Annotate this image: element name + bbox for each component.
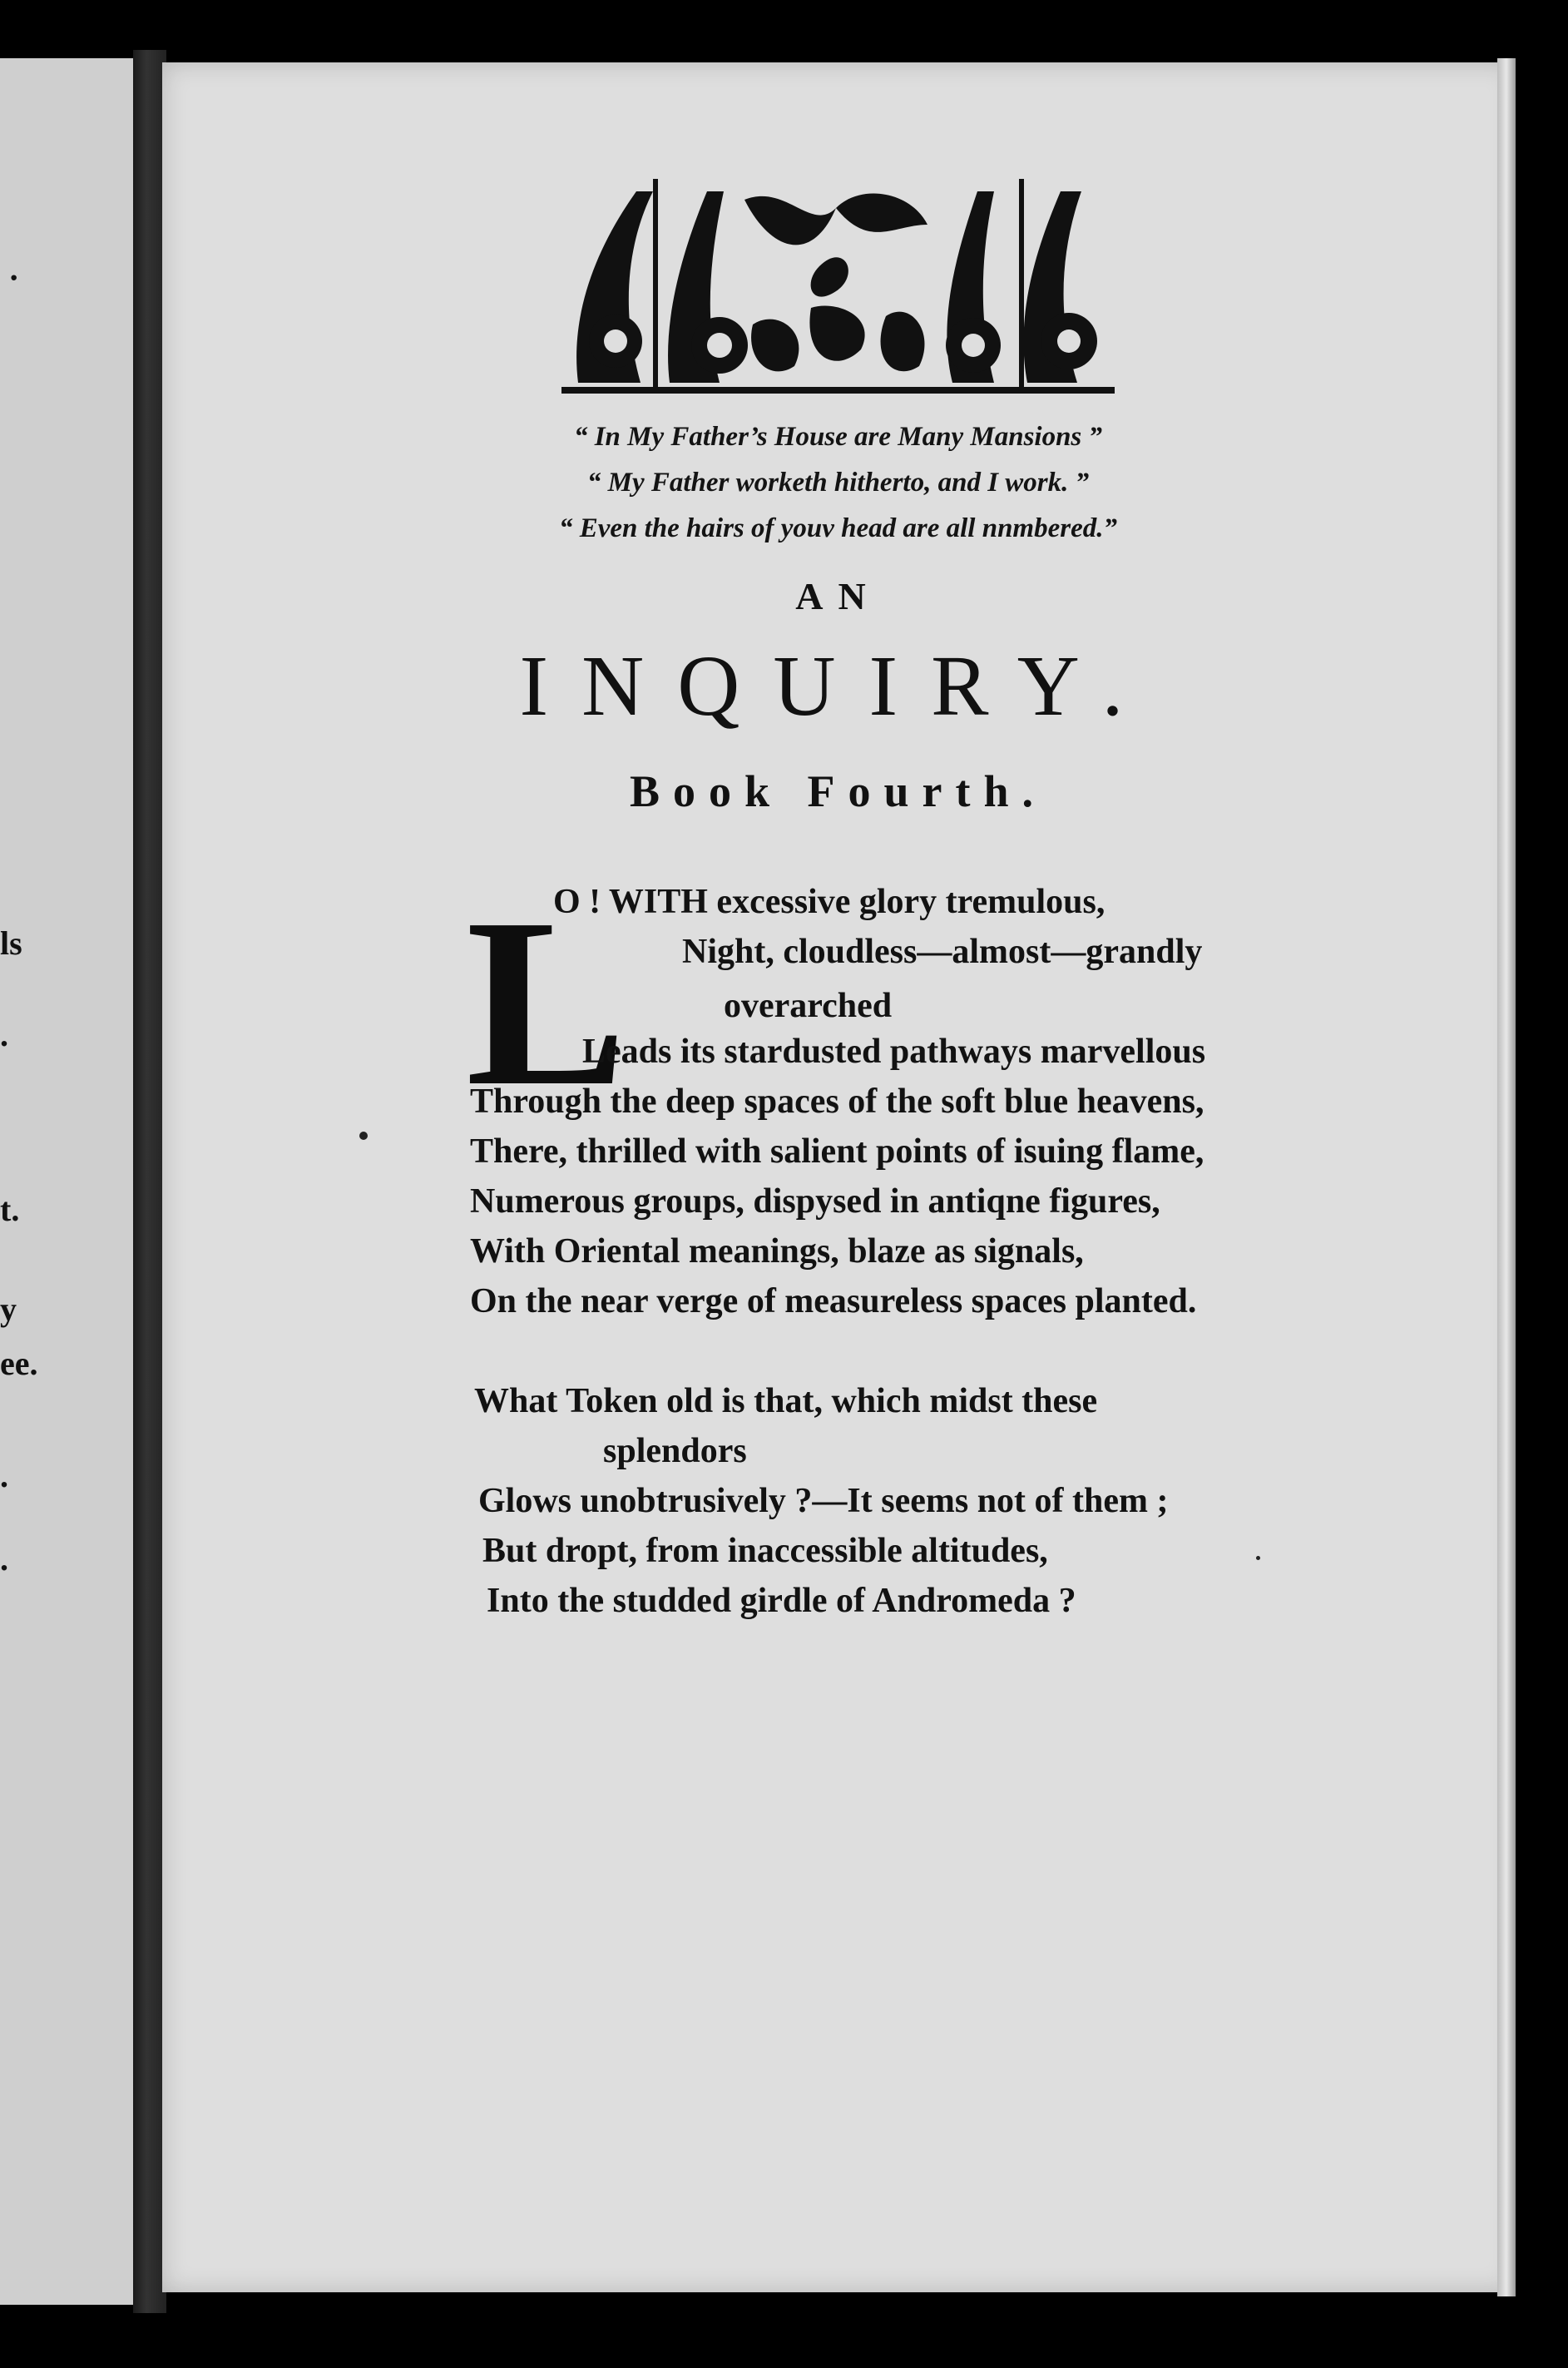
epigraph-line: “ My Father worketh hitherto, and I work. ” (586, 468, 1090, 498)
poem-line: Through the deep spaces of the soft blue heavens, (470, 1082, 1204, 1121)
poem-line: Glows unobtrusively ?—It seems not of them ; (478, 1482, 1169, 1520)
poem-line: Leads its stardusted pathways marvellous (582, 1033, 1206, 1071)
facing-page-text: y (0, 1291, 17, 1328)
facing-page-text: ls (0, 924, 22, 962)
poem-line: Into the studded girdle of Andromeda ? (487, 1582, 1076, 1620)
book-subtitle: Book Fourth. (629, 766, 1047, 816)
poem-line: overarched (724, 987, 893, 1025)
poem-line: There, thrilled with salient points of isuing flame, (470, 1132, 1204, 1171)
poem-line: O ! WITH excessive glory tremulous, (553, 883, 1106, 921)
poem-line: Numerous groups, dispysed in antiqne figures, (470, 1182, 1160, 1221)
poem-line: Night, cloudless—almost—grandly (682, 933, 1203, 971)
facing-page-text: ee. (0, 1345, 38, 1382)
ink-speck (359, 1132, 368, 1140)
facing-page-fragment (0, 58, 133, 2305)
facing-page-text: t. (0, 1191, 20, 1228)
facing-page-text: . (0, 1540, 8, 1578)
facing-page-text: · (8, 259, 20, 296)
book-page (162, 62, 1514, 2292)
page-title: INQUIRY. (519, 638, 1157, 734)
ornamental-headpiece (561, 175, 1115, 399)
poem-line: What Token old is that, which midst these (474, 1382, 1098, 1420)
drop-cap: L (466, 869, 627, 1136)
page-edge (1497, 58, 1516, 2296)
ink-speck (1256, 1556, 1260, 1560)
poem-line: splendors (603, 1432, 747, 1470)
epigraph-line: “ In My Father’s House are Many Mansions ” (573, 422, 1103, 452)
poem-line: With Oriental meanings, blaze as signals, (470, 1232, 1084, 1271)
heading-prefix: AN (795, 575, 881, 617)
poem-line: On the near verge of measureless spaces planted. (470, 1282, 1197, 1320)
poem-line: But dropt, from inaccessible altitudes, (482, 1532, 1048, 1570)
book-spine (133, 50, 166, 2313)
facing-page-text: . (0, 1457, 8, 1494)
facing-page-text: . (0, 1016, 8, 1053)
epigraph-line: “ Even the hairs of youv head are all nnmbered.” (558, 513, 1117, 543)
